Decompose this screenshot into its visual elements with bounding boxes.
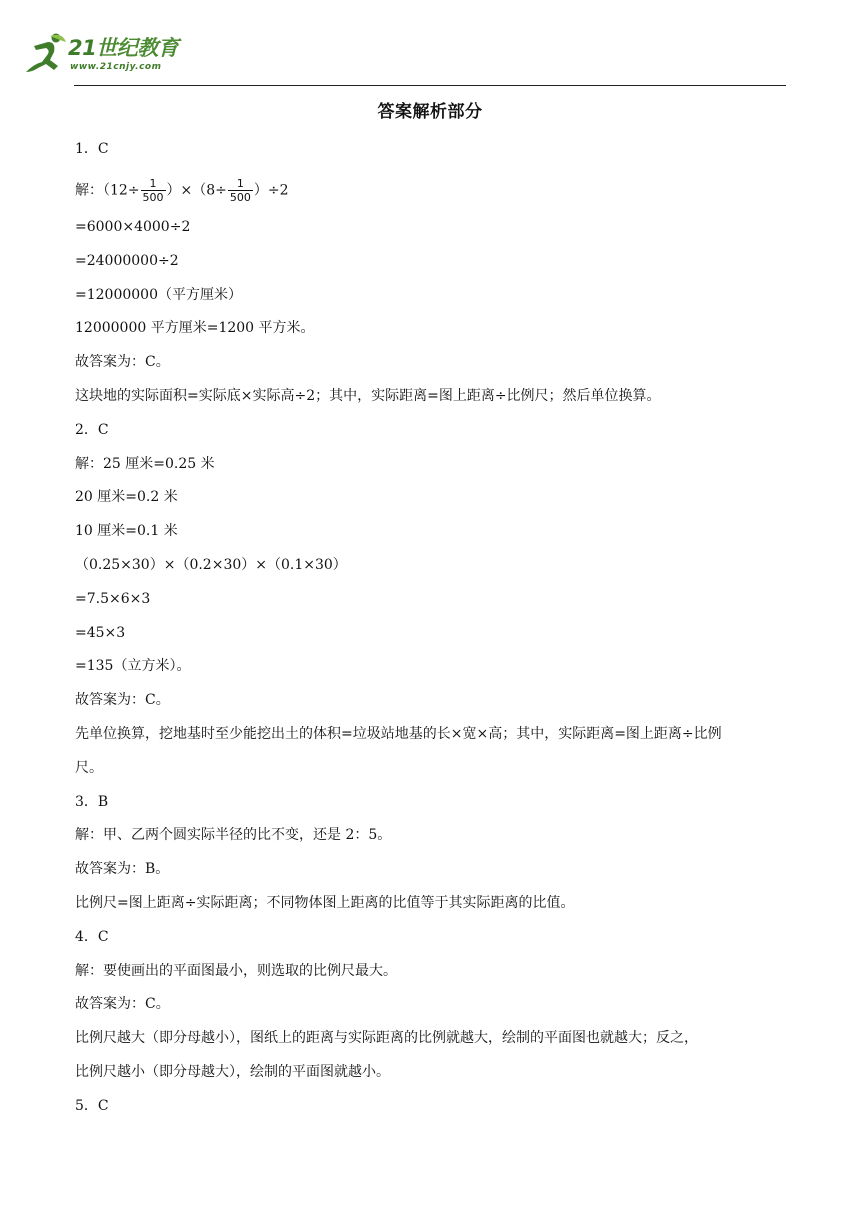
logo-number: 21 <box>68 36 97 60</box>
q2-line6: =45×3 <box>75 625 126 641</box>
q2-line4: （0.25×30）×（0.2×30）×（0.1×30） <box>75 557 347 573</box>
q2-line7: =135（立方米）。 <box>75 658 191 674</box>
q2-analysis-2: 尺。 <box>75 760 103 776</box>
logo <box>20 32 190 78</box>
q1-fraction-1 <box>141 177 166 204</box>
q4-line1: 解：要使画出的平面图最小，则选取的比例尺最大。 <box>75 963 397 979</box>
q1-step3: =12000000（平方厘米） <box>75 287 242 303</box>
runner-logo-icon <box>20 32 68 76</box>
q1-expr-a: 解：（12÷ <box>75 182 140 199</box>
q1-frac2-den: 500 <box>229 191 251 204</box>
header-rule <box>74 85 786 86</box>
q1-step2: =24000000÷2 <box>75 253 179 269</box>
q2-line2: 20 厘米=0.2 米 <box>75 489 178 505</box>
q5-answer: 5．C <box>75 1098 109 1114</box>
q4-conclusion: 故答案为：C。 <box>75 996 170 1012</box>
q1-frac2-num: 1 <box>228 177 253 191</box>
q2-line1: 解：25 厘米=0.25 米 <box>75 456 215 472</box>
q2-answer: 2．C <box>75 422 109 438</box>
logo-url: www.21cnjy.com <box>70 62 162 72</box>
q1-answer: 1．C <box>75 141 109 157</box>
q1-convert: 12000000 平方厘米=1200 平方米。 <box>75 320 315 336</box>
q1-step1: =6000×4000÷2 <box>75 219 191 235</box>
logo-wordmark <box>68 32 178 62</box>
q4-analysis-1: 比例尺越大（即分母越小），图纸上的距离与实际距离的比例就越大，绘制的平面图也就越大；反之， <box>75 1030 698 1046</box>
q1-conclusion: 故答案为：C。 <box>75 354 170 370</box>
q3-answer: 3．B <box>75 794 109 810</box>
q1-expr-c: ）÷2 <box>253 182 289 199</box>
q1-expr-b: ）×（8÷ <box>166 182 227 199</box>
q1-fraction-2 <box>228 177 253 204</box>
q3-conclusion: 故答案为：B。 <box>75 861 170 877</box>
q2-line3: 10 厘米=0.1 米 <box>75 523 178 539</box>
q3-analysis: 比例尺=图上距离÷实际距离；不同物体图上距离的比值等于其实际距离的比值。 <box>75 895 575 911</box>
q4-analysis-2: 比例尺越小（即分母越大），绘制的平面图就越小。 <box>75 1064 390 1080</box>
q1-analysis: 这块地的实际面积=实际底×实际高÷2；其中，实际距离=图上距离÷比例尺；然后单位换算。 <box>75 388 661 404</box>
q2-analysis-1: 先单位换算，挖地基时至少能挖出土的体积=垃圾站地基的长×宽×高；其中，实际距离=图上距离÷比例 <box>75 726 722 742</box>
logo-chinese: 世纪教育 <box>96 36 179 60</box>
q3-line1: 解：甲、乙两个圆实际半径的比不变，还是 2：5。 <box>75 827 392 843</box>
q2-conclusion: 故答案为：C。 <box>75 692 170 708</box>
q1-frac1-den: 500 <box>142 191 164 204</box>
q1-frac1-num: 1 <box>141 177 166 191</box>
page-title: 答案解析部分 <box>377 102 483 122</box>
q4-answer: 4．C <box>75 929 109 945</box>
q1-expression <box>75 177 289 204</box>
q2-line5: =7.5×6×3 <box>75 591 151 607</box>
